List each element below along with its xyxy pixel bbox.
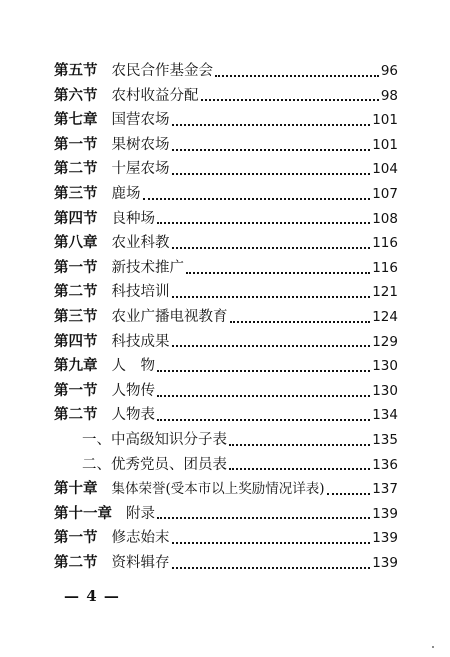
dot-leader — [143, 197, 371, 200]
toc-entry — [54, 182, 398, 207]
entry-page: 107 — [372, 185, 398, 202]
dot-leader — [172, 344, 371, 347]
entry-page: 139 — [372, 554, 398, 571]
entry-title: 人 物 — [111, 358, 155, 375]
entry-title: 人物传 — [111, 382, 155, 399]
toc-entry — [54, 280, 398, 305]
entry-label: 第一节 — [54, 135, 98, 153]
dot-leader — [172, 541, 371, 544]
dot-leader — [157, 394, 370, 397]
entry-title: 附录 — [126, 505, 155, 522]
entry-label: 第三节 — [54, 307, 98, 325]
toc-entry — [54, 330, 398, 355]
entry-title: 国营农场 — [111, 112, 170, 129]
entry-page: 130 — [372, 358, 398, 375]
toc-entry — [54, 231, 398, 256]
entry-label: 第四节 — [54, 332, 98, 350]
entry-page: 116 — [372, 259, 398, 276]
dot-leader — [172, 172, 371, 175]
dot-leader — [172, 148, 371, 151]
toc-entry — [54, 403, 398, 428]
scan-speck — [432, 646, 434, 648]
dot-leader — [229, 467, 370, 470]
entry-label: 第十一章 — [54, 504, 112, 522]
toc-entry — [54, 305, 398, 330]
dot-leader — [327, 492, 371, 495]
entry-title: 鹿场 — [111, 185, 141, 202]
entry-label: 第一节 — [54, 258, 98, 276]
toc-entry — [54, 551, 398, 576]
entry-page: 134 — [372, 407, 398, 424]
toc-entry — [54, 502, 398, 527]
toc-subentry — [54, 453, 398, 478]
entry-label: 第七章 — [54, 111, 98, 129]
dot-leader — [172, 295, 371, 298]
entry-label: 第十章 — [54, 480, 98, 498]
entry-label: 第九章 — [54, 357, 98, 375]
entry-title: 农业科教 — [111, 235, 170, 252]
toc-entry — [54, 207, 398, 232]
entry-label: 第三节 — [54, 184, 98, 202]
entry-title: 修志始末 — [111, 530, 170, 547]
entry-title: 农民合作基金会 — [111, 63, 213, 79]
entry-title: 科技成果 — [111, 333, 170, 350]
dot-leader — [157, 369, 370, 372]
entry-title: 农业广播电视教育 — [111, 308, 228, 325]
entry-page: 104 — [372, 161, 398, 178]
dot-leader — [157, 516, 370, 519]
table-of-contents — [54, 59, 398, 575]
dot-leader — [230, 320, 371, 323]
entry-page: 139 — [372, 505, 398, 522]
entry-title: 一、中高级知识分子表 — [82, 431, 227, 448]
dot-leader — [157, 221, 370, 224]
dot-leader — [172, 246, 371, 249]
toc-entry — [54, 379, 398, 404]
entry-page: 98 — [380, 87, 398, 104]
entry-label: 第四节 — [54, 209, 98, 227]
entry-page: 96 — [380, 63, 398, 79]
entry-title: 新技术推广 — [111, 259, 184, 276]
entry-label: 第二节 — [54, 160, 98, 178]
entry-label: 第二节 — [54, 406, 98, 424]
entry-title: 二、优秀党员、团员表 — [82, 456, 227, 473]
dot-leader — [172, 566, 371, 569]
entry-page: 124 — [372, 308, 398, 325]
entry-title: 集体荣誉(受本市以上奖励情况详表) — [111, 481, 325, 498]
entry-title: 人物表 — [111, 407, 155, 424]
entry-title: 良种场 — [111, 210, 155, 227]
toc-entry — [54, 477, 398, 502]
entry-label: 第一节 — [54, 529, 98, 547]
entry-label: 第五节 — [54, 62, 98, 79]
entry-title: 资料辑存 — [111, 554, 170, 571]
dot-leader — [157, 418, 370, 421]
toc-entry — [54, 108, 398, 133]
dot-leader — [215, 74, 379, 77]
entry-page: 137 — [372, 481, 398, 498]
entry-title: 果树农场 — [111, 136, 170, 153]
entry-label: 第二节 — [54, 553, 98, 571]
entry-page: 101 — [372, 112, 398, 129]
entry-title: 农村收益分配 — [111, 87, 199, 104]
dot-leader — [201, 98, 379, 101]
toc-entry — [54, 59, 398, 84]
page-number: — 4 — — [64, 587, 120, 605]
entry-title: 科技培训 — [111, 284, 170, 301]
toc-entry — [54, 84, 398, 109]
toc-entry — [54, 256, 398, 281]
entry-page: 135 — [372, 431, 398, 448]
entry-page: 116 — [372, 235, 398, 252]
dot-leader — [172, 123, 371, 126]
dot-leader — [229, 443, 370, 446]
entry-page: 101 — [372, 136, 398, 153]
toc-entry — [54, 354, 398, 379]
entry-label: 第八章 — [54, 234, 98, 252]
entry-page: 136 — [372, 456, 398, 473]
entry-label: 第二节 — [54, 283, 98, 301]
entry-label: 第一节 — [54, 381, 98, 399]
entry-page: 121 — [372, 284, 398, 301]
dot-leader — [186, 271, 370, 274]
toc-entry — [54, 133, 398, 158]
entry-title: 十屋农场 — [111, 161, 170, 178]
entry-page: 139 — [372, 530, 398, 547]
toc-entry — [54, 157, 398, 182]
entry-page: 108 — [372, 210, 398, 227]
toc-entry — [54, 526, 398, 551]
entry-page: 129 — [372, 333, 398, 350]
entry-page: 130 — [372, 382, 398, 399]
toc-subentry — [54, 428, 398, 453]
entry-label: 第六节 — [54, 86, 98, 104]
